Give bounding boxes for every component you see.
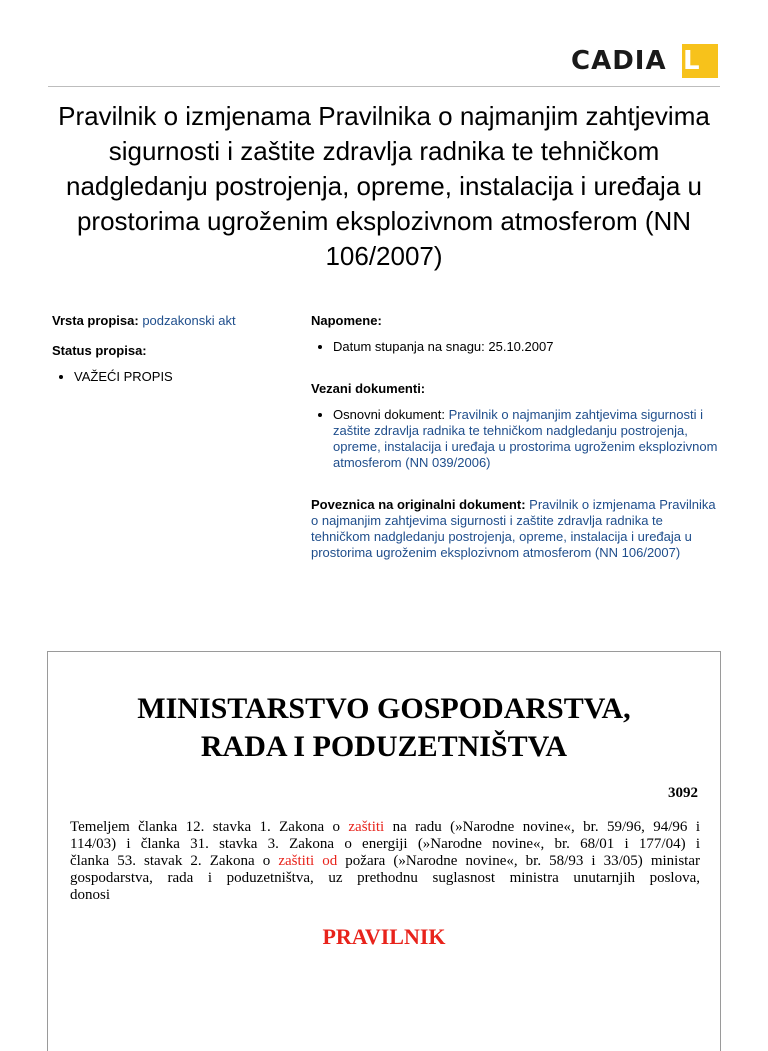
poveznica-link[interactable]: Pravilnik o izmjenama Pravilnika o najmanjim zahtjevima sigurnosti i zaštite zdravlja radnika te tehničkom nadgledanju postrojenja, opreme, instalacija i uređaja u prostorima ugroženim eksplozivnom atmosferom (NN 106/2007) — [311, 497, 716, 560]
highlight-term: zaštiti — [348, 819, 385, 835]
vrsta-label: Vrsta propisa: — [52, 313, 139, 328]
gazette-page — [47, 651, 721, 1051]
poveznica — [311, 497, 721, 561]
meta-left-column — [52, 313, 302, 385]
preamble-line-2: 114/03) i članka 31. stavka 3. Zakona o energiji (»Narodne novine«, br. 68/01 i 177/04) i — [70, 836, 700, 852]
preamble-line-1: Temeljem članka 12. stavka 1. Zakona o zaštiti na radu (»Narodne novine«, br. 59/96, 94/96 i — [70, 819, 700, 835]
vezani-label: Vezani dokumenti: — [311, 381, 426, 396]
logo-text: CADIA — [571, 46, 667, 76]
preamble-paragraph — [70, 819, 700, 904]
logo-accent-letter: L — [683, 46, 700, 76]
cadial-logo[interactable] — [566, 44, 718, 78]
ministry-heading — [48, 690, 720, 766]
meta-right-column — [311, 313, 721, 561]
poveznica-label: Poveznica na originalni dokument: — [311, 497, 526, 512]
vezani-dokumenti — [311, 381, 721, 471]
status-item: • VAŽEĆI PROPIS — [74, 369, 302, 385]
header-divider — [48, 86, 720, 87]
vrsta-link[interactable]: podzakonski akt — [142, 313, 236, 328]
preamble-line-5: donosi — [70, 887, 111, 903]
highlight-term: od — [314, 853, 338, 869]
preamble-line-4: gospodarstva, rada i poduzetništva, uz prethodnu suglasnost ministra unutarnjih poslova, — [70, 870, 700, 886]
preamble-line-3: članka 53. stavak 2. Zakona o zaštiti od požara (»Narodne novine«, br. 58/93 i 33/05) ministar — [70, 853, 700, 869]
pravilnik-heading: PRAVILNIK — [322, 924, 446, 949]
napomene — [311, 313, 721, 355]
status-propisa — [52, 343, 302, 385]
vezani-link[interactable]: Pravilnik o najmanjim zahtjevima sigurnosti i zaštite zdravlja radnika te tehničkom nadgledanju postrojenja, opreme, instalacija i uređaja u prostorima ugroženim eksplozivnom atmosferom (NN 039/2006) — [333, 407, 718, 470]
status-label: Status propisa: — [52, 343, 147, 358]
ministry-line-1: MINISTARSTVO GOSPODARSTVA, — [137, 692, 631, 725]
status-list — [52, 369, 302, 385]
gazette-number: 3092 — [668, 785, 698, 801]
vezani-list — [311, 407, 721, 471]
vezani-item — [333, 407, 721, 471]
ministry-line-2: RADA I PODUZETNIŠTVA — [200, 730, 568, 763]
napomene-item: • Datum stupanja na snagu: 25.10.2007 — [333, 339, 721, 355]
logo-accent-box — [682, 44, 718, 78]
vezani-prefix: Osnovni dokument: — [333, 407, 446, 422]
vrsta-propisa — [52, 313, 302, 329]
napomene-list — [311, 339, 721, 355]
document-title: Pravilnik o izmjenama Pravilnika o najmanjim zahtjevima sigurnosti i zaštite zdravlja radnika te tehničkom nadgledanju postrojenja, opreme, instalacija i uređaja u prostorima ugroženim eksplozivnom atmosferom (NN 106/2007) — [58, 101, 710, 271]
highlight-term: zaštiti — [278, 853, 315, 869]
napomene-label: Napomene: — [311, 313, 382, 328]
